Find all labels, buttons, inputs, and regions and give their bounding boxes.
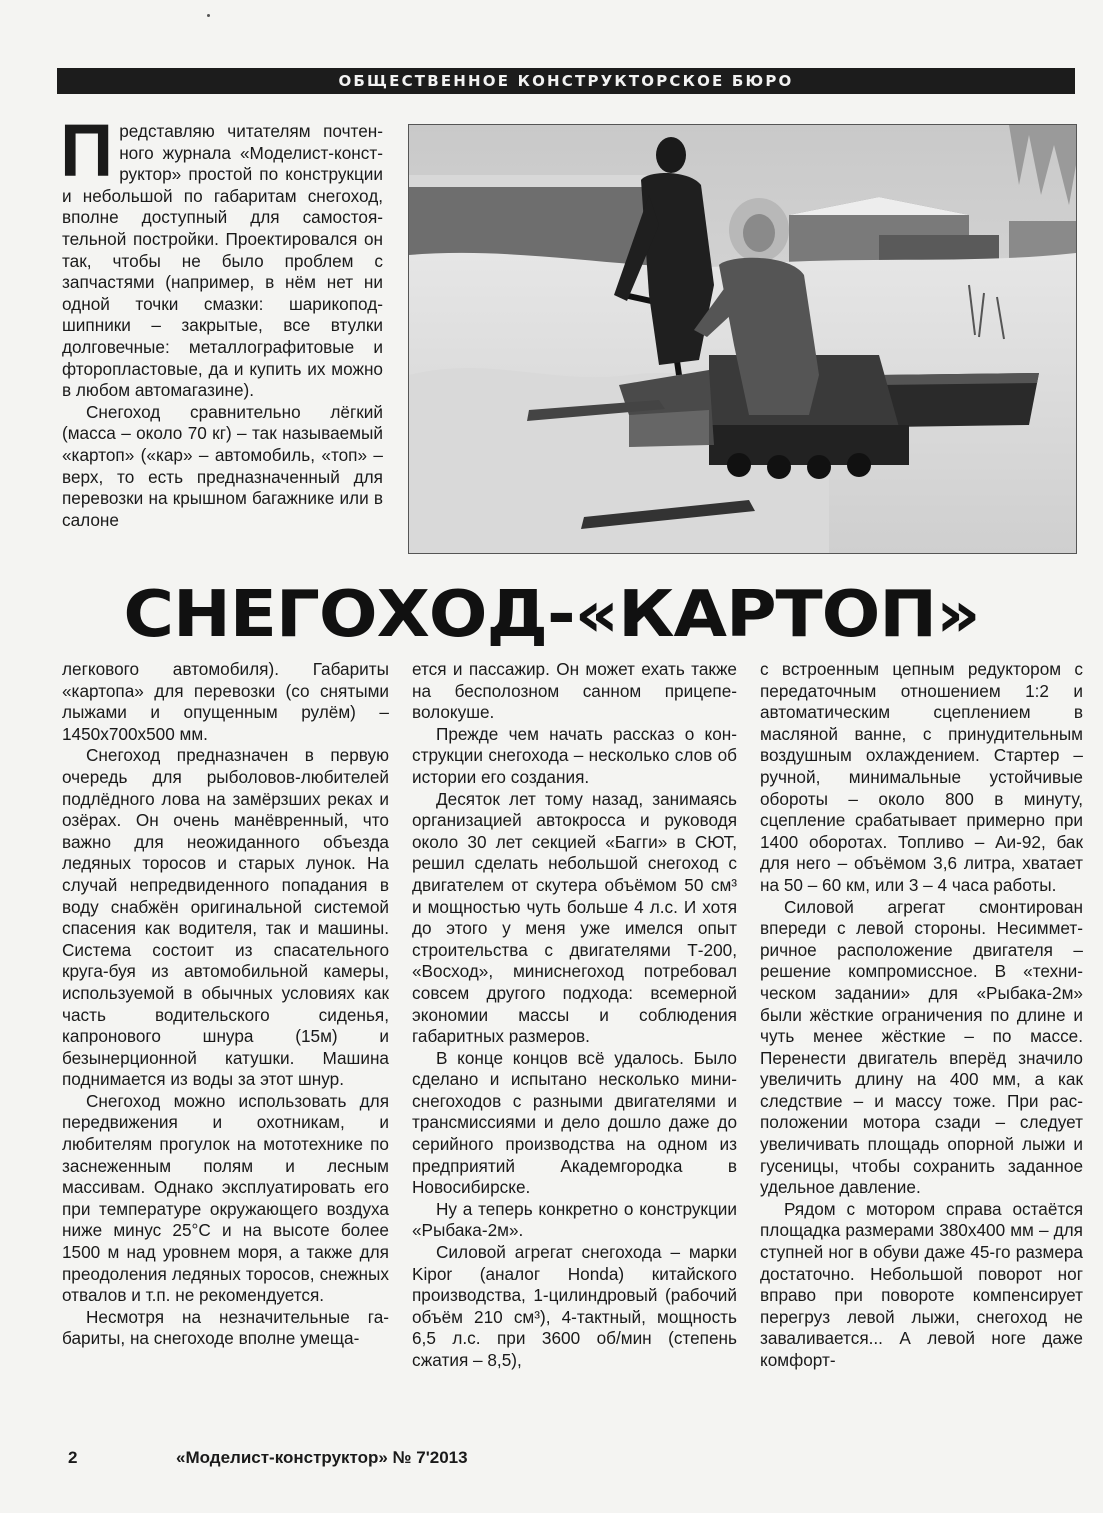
column-2-paragraph-4: В конце концов всё удалось. Было сделано и испытано несколько миниснегоходов с разными двигателями и трансмиссиями и дело дошло даже до серийного производства на одном из предприятий Академгородка в Новосибирске. — [412, 1047, 737, 1198]
intro-paragraph-1 — [60, 109, 383, 402]
text-column-3 — [760, 659, 1083, 1372]
column-2-paragraph-2: Прежде чем начать рассказ о конструкции снегохода – несколько слов об истории его создания. — [412, 723, 737, 787]
column-1-paragraph-2: Снегоход предназначен в первую очередь для рыболовов-любителей подлёдного лова на замёрзших реках и озёрах. Он очень манёвренный, что важно для неожиданного объезда ледяных торосов и старых лунок. На случай непредвиденного попадания в воду снабжён оригинальной системой спасения как водителя, так и машины. Система состоит из спасательного круга-буя из автомобильной камеры, используемой в обычных условиях как часть водительского сиденья, капронового шнура (15м) и безынерционной катушки. Машина поднимается из воды за этот шнур. — [62, 745, 389, 1090]
intro-paragraph-1-text: редставляю читателям почтенного журнала «Моделист-конструктор» простой по конструкции и небольшой по габаритам снегоход, вполне доступный для самостоятельной постройки. Проектировался он так, чтобы не было проблем с запчастями (например, в нём нет ни одной точки смазки: шарикоподшипники – закрытые, все втулки долговечные: металлографитовые и фторопластовые, да и купить их можно в любом автомагазине). — [62, 121, 383, 401]
column-2-paragraph-5: Ну а теперь конкретно о конструкции «Рыбака-2м». — [412, 1198, 737, 1241]
column-1-paragraph-1: легкового автомобиля). Габариты «картопа» для перевозки (со снятыми лыжами и опущенным рулём) – 1450х700х500 мм. — [62, 659, 389, 744]
column-2-paragraph-3: Десяток лет тому назад, занимаясь организацией автокросса и руководя около 30 лет секцией «Багги» в СЮТ, решил сделать небольшой снегоход с двигателем от скутера объёмом 50 см³ и мощностью чуть больше 4 л.с. И хотя до этого у меня уже имелся опыт строительства с двигателями Т-200, «Восход», миниснегоход потребовал совсем другого подхода: всемерной экономии массы и соблюдения габаритных размеров. — [412, 788, 737, 1047]
scan-speck — [207, 14, 210, 17]
section-header-text: ОБЩЕСТВЕННОЕ КОНСТРУКТОРСКОЕ БЮРО — [338, 72, 794, 90]
column-2-paragraph-6: Силовой агрегат снегохода – марки Kipor (аналог Honda) китайского производства, 1-цилиндровый (рабочий объём 210 см³), 4-тактный, мощность 6,5 л.с. при 3600 об/мин (степень сжатия – 8,5), — [412, 1242, 737, 1370]
column-1-paragraph-3: Снегоход можно использовать для передвижения и охотникам, и любителям прогулок на мототехнике по заснеженным полям и лесным массивам. Однако эксплуатировать его при температуре окружающего воздуха ниже минус 25°С и на высоте более 1500 м над уровнем моря, а также для преодоления ледяных торосов, снежных отвалов и т.п. не рекомендуется. — [62, 1090, 389, 1306]
column-3-paragraph-2: Силовой агрегат смонтирован впереди с левой стороны. Несимметричное расположение двигателя – решение компромиссное. В «техническом задании» для «Рыбака-2м» были жёсткие ограничения по длине и чуть менее жёсткие – по массе. Перенести двигатель вперёд значило увеличить длину на 400 мм, а как следствие – и массу тоже. При расположении мотора сзади – следует увеличивать площадь опорной лыжи и гусеницы, чтобы сохранить заданное удельное давление. — [760, 896, 1083, 1198]
article-headline: СНЕГОХОД-«КАРТОП» — [123, 578, 980, 652]
column-2-paragraph-1: ется и пассажир. Он может ехать также на бесполозном санном прицепе-волокуше. — [412, 659, 737, 723]
section-header — [57, 68, 1075, 94]
column-3-paragraph-1: с встроенным цепным редуктором с передаточным отношением 1:2 и автоматическим сцеплением в масляной ванне, с принудительным воздушным охлаждением. Стартер – ручной, минимальные устойчивые обороты – около 800 в минуту, сцепление срабатывает примерно при 1400 оборотах. Топливо – Аи-92, бак для него – объёмом 3,6 литра, хватает на 50 – 60 км, или 3 – 4 часа работы. — [760, 659, 1083, 895]
text-column-2 — [412, 659, 737, 1372]
snowmobile-photo-illustration — [409, 125, 1076, 553]
page-number: 2 — [68, 1448, 78, 1467]
column-3-paragraph-3: Рядом с мотором справа остаётся площадка размерами 380х400 мм – для ступней ног в обуви даже 45-го размера достаточно. Небольшой поворот ног вправо при повороте компенсирует перегруз левой лыжи, снегоход не заваливается... А левой ноге даже комфорт- — [760, 1198, 1083, 1370]
drop-cap: П — [60, 109, 114, 192]
snowmobile-photo — [408, 124, 1077, 554]
text-column-1 — [62, 659, 389, 1350]
intro-column — [60, 109, 383, 531]
footer-journal-title: «Моделист-конструктор» № 7'2013 — [176, 1448, 468, 1467]
column-1-paragraph-4: Несмотря на незначительные габариты, на снегоходе вполне умеща- — [62, 1306, 389, 1349]
intro-paragraph-2: Снегоход сравнительно лёгкий (масса – около 70 кг) – так называемый «картоп» («кар» – автомобиль, «топ» – верх, то есть предназначенный для перевозки на крышном багажнике или в салоне — [62, 401, 383, 530]
